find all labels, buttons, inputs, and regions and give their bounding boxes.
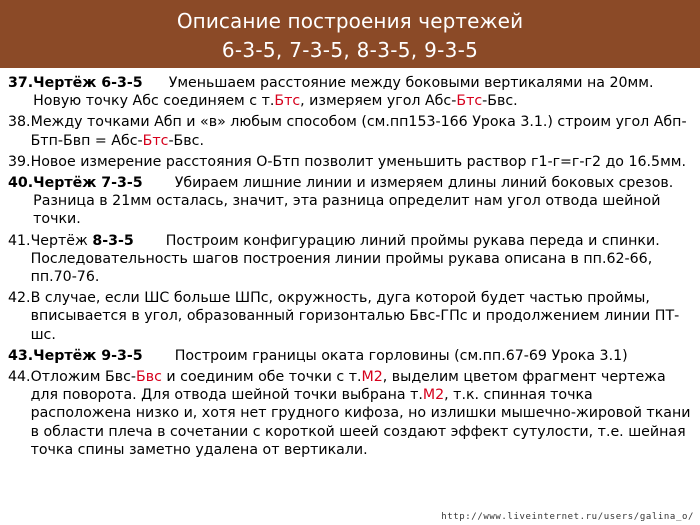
- item-number: 43.: [8, 347, 34, 364]
- slide-subtitle: 6-3-5, 7-3-5, 8-3-5, 9-3-5: [221, 38, 479, 62]
- point-label: М2: [422, 387, 445, 404]
- item-number: 42.: [8, 290, 31, 307]
- list-item-39: [8, 153, 692, 171]
- item-title: Чертёж 6-3-5: [33, 75, 143, 91]
- point-label: Бтс: [274, 93, 301, 110]
- item-text: Чертёж 8-3-5 Построим конфигурацию линий проймы рукава переда и спинки. Последовательность шагов построения линии проймы рукава описана в пп.62-66, пп.70-76.: [30, 232, 660, 286]
- point-label: Бтс: [142, 132, 169, 149]
- item-text: Новое измерение расстояния О-Бтп позволит уменьшить раствор г1-г=г-г2 до 16.5мм.: [30, 153, 687, 170]
- item-number: 37.: [8, 75, 34, 91]
- item-number: 44.: [8, 369, 31, 386]
- item-text: Между точками Абп и «в» любым способом (см.пп153-166 Урока 3.1.) строим угол Абп-Бтп-Бвп = Абс-Бтс-Бвс.: [30, 114, 687, 149]
- list-item-40: [8, 174, 692, 229]
- item-title: Чертёж 7-3-5: [33, 175, 143, 192]
- source-url: http://www.liveinternet.ru/users/galina_o/: [441, 512, 694, 522]
- list-item-44: [8, 368, 692, 459]
- item-text: Чертёж 9-3-5 Построим границы оката горловины (см.пп.67-69 Урока 3.1): [33, 347, 628, 364]
- item-text: В случае, если ШС больше ШПс, окружность, дуга которой будет частью проймы, вписывается в угол, образованный горизонталью Бвс-ГПс и продолжением линии ПТ-шс.: [30, 290, 680, 343]
- point-label: Бтс: [456, 93, 483, 110]
- point-label: М2: [361, 369, 383, 386]
- list-item-38: [8, 113, 692, 149]
- item-title: Чертёж 9-3-5: [33, 347, 143, 364]
- slide-title: Описание построения чертежей: [176, 9, 524, 33]
- slide-header: [0, 0, 700, 68]
- item-number: 39.: [8, 153, 31, 170]
- item-text: Чертёж 6-3-5 Уменьшаем расстояние между боковыми вертикалями на 20мм. Новую точку Абс соединяем с т.Бтс, измеряем угол Абс-Бтс-Бвс.: [33, 75, 654, 110]
- steps-list: [8, 74, 692, 462]
- item-number: 38.: [8, 114, 31, 131]
- item-number: 40.: [8, 175, 34, 192]
- list-item-41: [8, 232, 692, 287]
- item-title-prefix: Чертёж: [30, 232, 93, 249]
- item-text: Отложим Бвс-Бвс и соединим обе точки с т.М2, выделим цветом фрагмент чертежа для поворота. Для отвода шейной точки выбрана т.М2, т.к. спинная точка расположена низко и, хотя нет грудного кифоза, но излишки мышечно-жировой ткани в области плеча в сочетании с короткой шеей создают эффект сутулости, т.е. шейная точка спины заметно удалена от вертикали.: [30, 369, 691, 458]
- item-number: 41.: [8, 232, 31, 249]
- point-label: Бвс: [136, 369, 162, 386]
- list-item-42: [8, 289, 692, 344]
- item-title: 8-3-5: [92, 232, 134, 249]
- item-text: Чертёж 7-3-5 Убираем лишние линии и измеряем длины линий боковых срезов. Разница в 21мм осталась, значит, эта разница определит нам угол отвода шейной точки.: [33, 175, 674, 228]
- list-item-43: [8, 347, 692, 365]
- list-item-37: [8, 74, 692, 110]
